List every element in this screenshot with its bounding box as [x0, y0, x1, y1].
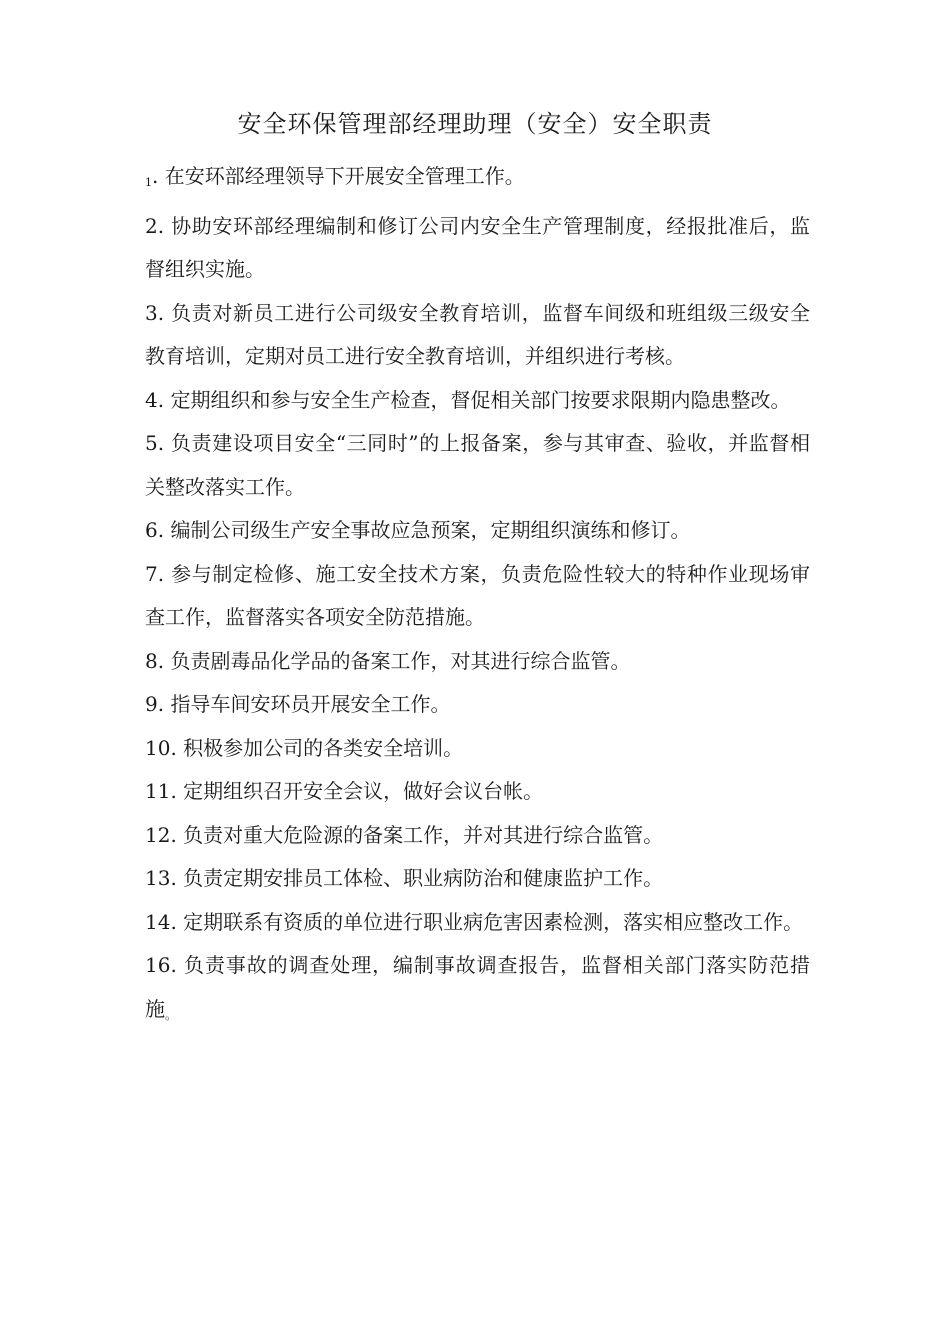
duty-item-1: [145, 155, 810, 205]
duty-item-16: [145, 944, 810, 1037]
document-title: 安全环保管理部经理助理（安全）安全职责: [237, 110, 713, 138]
duty-item-9: 9. 指导车间安环员开展安全工作。: [145, 692, 451, 716]
duty-item-16-end-mark: 。: [165, 1007, 178, 1022]
duty-item-5: 5. 负责建设项目安全“三同时”的上报备案，参与其审查、验收，并监督相关整改落实工作。: [145, 431, 810, 499]
duty-list: [145, 155, 810, 1037]
duty-item-13: 13. 负责定期安排员工体检、职业病防治和健康监护工作。: [145, 866, 664, 890]
duty-item-11: 11. 定期组织召开安全会议，做好会议台帐。: [145, 779, 544, 803]
duty-item-3: 3. 负责对新员工进行公司级安全教育培训，监督车间级和班组级三级安全教育培训，定期对员工进行安全教育培训，并组织进行考核。: [145, 300, 810, 368]
duty-item-2: 2. 协助安环部经理编制和修订公司内安全生产管理制度，经报批准后，监督组织实施。: [145, 213, 810, 281]
duty-item-8: 8. 负责剧毒品化学品的备案工作，对其进行综合监管。: [145, 648, 631, 673]
duty-item-1-text: . 在安环部经理领导下开展安全管理工作。: [152, 164, 525, 188]
duty-item-7: 7. 参与制定检修、施工安全技术方案，负责危险性较大的特种作业现场审查工作，监督落实各项安全防范措施。: [145, 561, 810, 629]
duty-item-1-number: 1: [145, 176, 152, 189]
duty-item-12: 12. 负责对重大危险源的备案工作，并对其进行综合监管。: [145, 822, 664, 847]
duty-item-6: 6. 编制公司级生产安全事故应急预案，定期组织演练和修订。: [145, 518, 691, 542]
duty-item-10: 10. 积极参加公司的各类安全培训。: [145, 735, 464, 760]
duty-item-14: 14. 定期联系有资质的单位进行职业病危害因素检测，落实相应整改工作。: [145, 909, 804, 934]
duty-item-4: 4. 定期组织和参与安全生产检查，督促相关部门按要求限期内隐患整改。: [145, 387, 791, 412]
duty-item-16-text: 16. 负责事故的调查处理，编制事故调查报告，监督相关部门落实防范措施: [145, 953, 810, 1021]
